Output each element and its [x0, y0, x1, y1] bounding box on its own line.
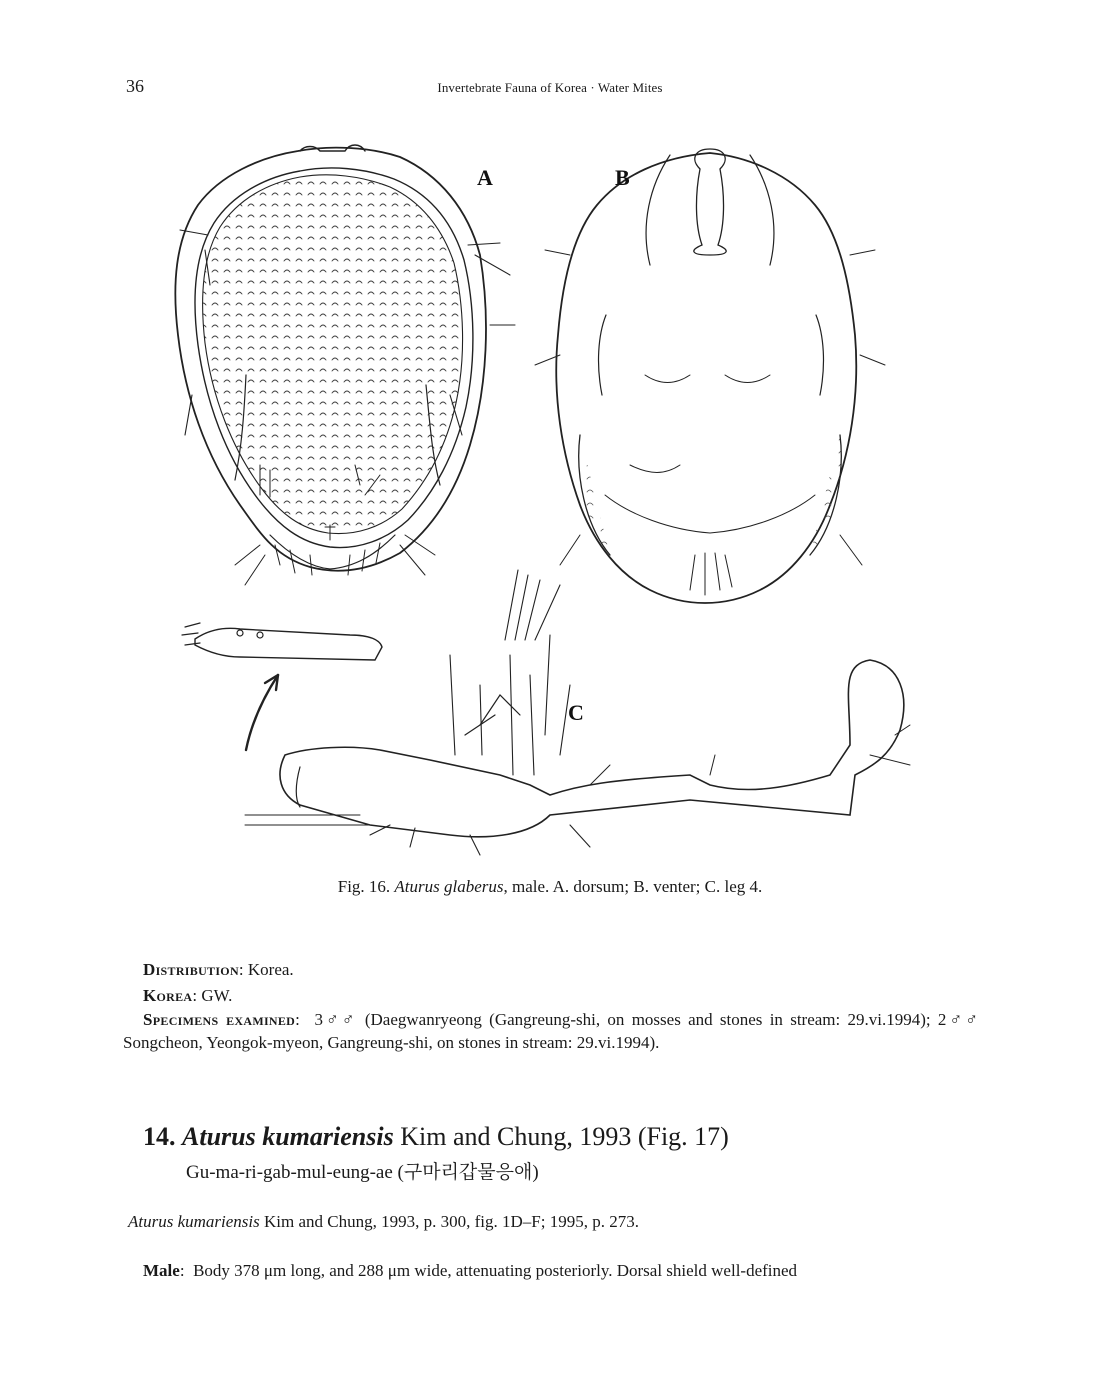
specimens-label: Specimens examined	[143, 1010, 296, 1029]
distribution-line: Distribution: Korea.	[143, 960, 294, 979]
distribution-label: Distribution	[143, 960, 239, 979]
synonymy-line	[128, 1210, 639, 1233]
synonym-reference: Kim and Chung, 1993, p. 300, fig. 1D–F; 1995, p. 273.	[264, 1212, 639, 1231]
species-heading	[143, 1122, 729, 1152]
specimens-text: 3♂♂ (Daegwanryeong (Gangreung-shi, on mosses and stones in stream: 29.vi.1994); 2♂♂ Songcheon, Yeongok-myeon, Gangreung-shi, on stones in stream: 29.vi.1994).	[123, 1010, 978, 1052]
panel-label-a: A	[477, 165, 493, 190]
species-number: 14.	[143, 1122, 176, 1151]
page-number: 36	[126, 76, 144, 96]
panel-b-venter-drawing	[535, 149, 885, 603]
caption-rest: , male. A. dorsum; B. venter; C. leg 4.	[503, 877, 763, 896]
panel-label-b: B	[615, 165, 630, 190]
korea-line: Korea: GW.	[143, 986, 233, 1005]
species-authority: Kim and Chung, 1993 (Fig. 17)	[400, 1122, 729, 1151]
figure-caption	[0, 877, 1100, 897]
running-head: Invertebrate Fauna of Korea · Water Mites	[437, 80, 663, 95]
panel-label-c: C	[568, 700, 584, 725]
panel-c-leg4-drawing	[182, 570, 910, 855]
synonym-name: Aturus kumariensis	[128, 1212, 260, 1231]
panel-a-dorsum-drawing	[175, 145, 515, 585]
male-description: Male: Body 378 μm long, and 288 μm wide, attenuating posteriorly. Dorsal shield well-defined	[143, 1261, 798, 1280]
caption-species: Aturus glaberus	[394, 877, 504, 896]
figure-drawing	[150, 135, 950, 865]
specimens-paragraph: Specimens examined: 3♂♂ (Daegwanryeong (Gangreung-shi, on mosses and stones in stream: 29.vi.1994); 2♂♂ Songcheon, Yeongok-myeon, Gangreung-shi, on stones in stream: 29.vi.1994).	[123, 1010, 978, 1052]
male-label: Male	[143, 1261, 180, 1280]
korea-value: GW.	[201, 986, 233, 1005]
male-text: Body 378 μm long, and 288 μm wide, attenuating posteriorly. Dorsal shield well-defined	[193, 1261, 798, 1280]
distribution-value: Korea.	[247, 960, 294, 979]
figure-16	[150, 135, 950, 870]
caption-prefix: Fig. 16.	[337, 877, 391, 896]
korea-label: Korea	[143, 986, 193, 1005]
species-name: Aturus kumariensis	[182, 1122, 394, 1151]
korean-common-name: Gu-ma-ri-gab-mul-eung-ae (구마리갑물응애)	[186, 1162, 539, 1183]
